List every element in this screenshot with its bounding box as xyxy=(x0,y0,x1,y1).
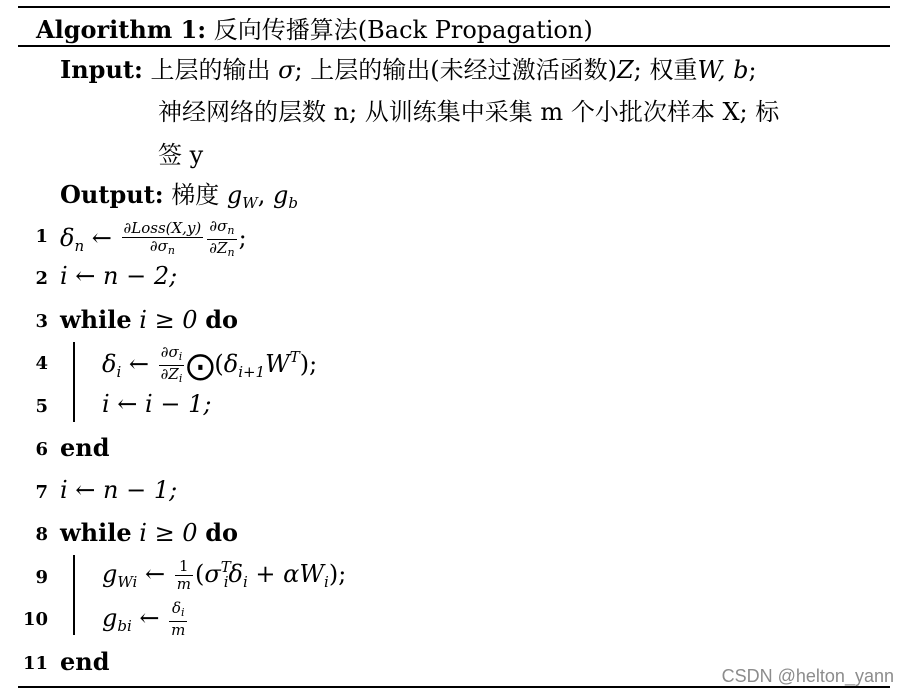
line-number-7: 7 xyxy=(35,482,48,503)
output-text: 梯度 xyxy=(171,181,227,209)
line-number-3: 3 xyxy=(35,311,48,332)
line-number-9: 9 xyxy=(35,567,48,588)
line-3-statement: while i ≥ 0 do xyxy=(60,305,239,334)
line-number-5: 5 xyxy=(35,396,48,417)
line-6-statement: end xyxy=(60,433,110,462)
line-number-6: 6 xyxy=(35,439,48,460)
line-number-2: 2 xyxy=(35,268,48,289)
line-number-4: 4 xyxy=(35,353,48,374)
line-2-statement: i ← n − 2; xyxy=(60,262,178,290)
line-number-11: 11 xyxy=(22,653,48,674)
watermark: CSDN @helton_yann xyxy=(721,666,894,686)
line-number-10: 10 xyxy=(22,609,48,630)
algorithm-label: Algorithm 1: xyxy=(36,15,207,44)
loss-fraction: $\frac{\text{∂Loss(X,y)}}{\partial\sigma_n}$ xyxy=(123,219,202,257)
line-number-8: 8 xyxy=(35,524,48,545)
line-4-statement: $\delta_i$ ← $\frac{\partial\sigma_i}{\partial Z_i}$ $⨀(\delta_{i+1}W^T)$; xyxy=(102,343,318,385)
line-8-statement: while i ≥ 0 do xyxy=(60,518,239,547)
line-10-statement: $g_{bi}$ ← $\frac{\delta_i}{m}$ xyxy=(102,599,186,639)
top-rule xyxy=(18,6,890,8)
loop-2-bar xyxy=(73,555,75,635)
output-section: Output: 梯度 $g_W$, $g_b$ xyxy=(60,180,298,212)
algorithm-title xyxy=(36,10,593,45)
line-7-statement: i ← n − 1; xyxy=(60,476,178,504)
input-section xyxy=(60,50,757,85)
loop-1-bar xyxy=(73,342,75,422)
input-line-3: 签 y xyxy=(158,141,204,169)
algorithm-name: 反向传播算法(Back Propagation) xyxy=(213,16,593,44)
header-rule xyxy=(18,45,890,47)
line-9-statement: $g_{Wi}$ ← $\frac{1}{m}$ $(\sigma^T_i\delta_i + \alpha W_i)$; xyxy=(102,557,347,593)
input-label: Input: xyxy=(60,55,143,84)
line-5-statement: i ← i − 1; xyxy=(102,390,212,418)
activation-derivative-fraction: $\frac{\partial\sigma_n}{\partial Z_n}$ xyxy=(209,217,235,259)
line-1-statement: $\delta_n$ ← $\frac{\text{∂Loss(X,y)}}{\partial\sigma_n}$ $\frac{\partial\sigma_n}{\partial Z_n}$ ; xyxy=(60,217,247,259)
line-number-1: 1 xyxy=(35,226,48,247)
line-11-statement: end xyxy=(60,647,110,676)
output-label: Output: xyxy=(60,180,164,209)
input-line-1: 上层的输出 σ; 上层的输出(未经过激活函数)Z; 权重W, b; xyxy=(150,56,757,84)
input-line-2: 神经网络的层数 n; 从训练集中采集 m 个小批次样本 X; 标 xyxy=(158,98,780,126)
